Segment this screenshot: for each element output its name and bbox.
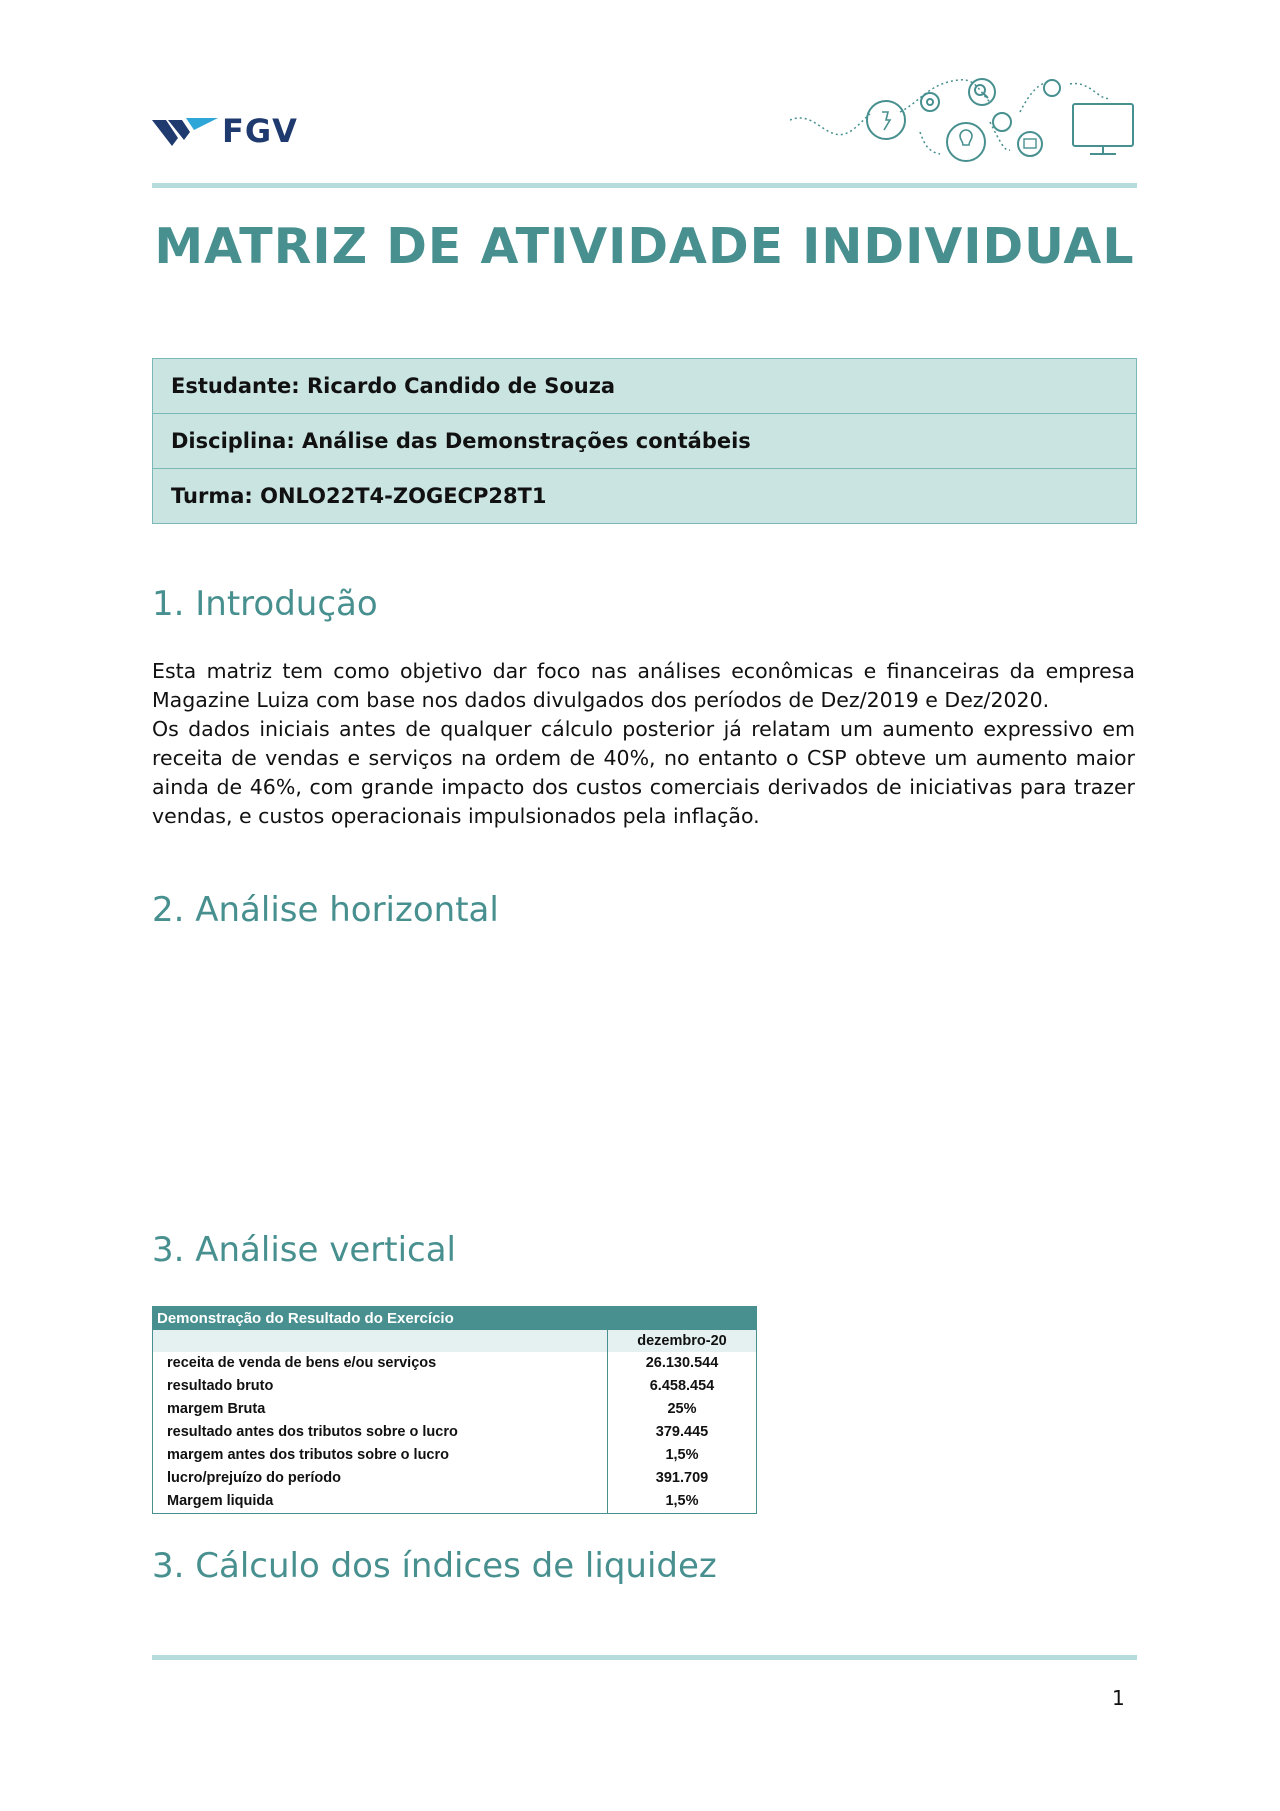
row-value: 6.458.454 bbox=[649, 1378, 715, 1394]
section-heading-horizontal-analysis: 2. Análise horizontal bbox=[152, 890, 499, 930]
introduction-paragraph: Os dados iniciais antes de qualquer cálculo posterior já relatam um aumento expressivo em receita de vendas e serviços na ordem de 40%, no entanto o CSP obteve um aumento maior ainda de 46%, com grande impacto dos custos comerciais derivados de iniciativas para trazer vendas, e custos operacionais impulsionados pela inflação. bbox=[152, 717, 1135, 828]
page-title: MATRIZ DE ATIVIDADE INDIVIDUAL bbox=[154, 218, 1135, 275]
table-row bbox=[153, 1467, 756, 1490]
row-label: Margem liquida bbox=[153, 1490, 608, 1513]
introduction-paragraph: Esta matriz tem como objetivo dar foco nas análises econômicas e financeiras da empresa Magazine Luiza com base nos dados divulgados dos períodos de Dez/2019 e Dez/2020. bbox=[152, 659, 1135, 712]
row-label: margem Bruta bbox=[153, 1398, 608, 1421]
logo-text: FGV bbox=[222, 112, 298, 150]
table-row bbox=[153, 1444, 756, 1467]
class-row: Turma: ONLO22T4-ZOGECP28T1 bbox=[153, 469, 1136, 523]
section-heading-vertical-analysis: 3. Análise vertical bbox=[152, 1230, 456, 1270]
footer-divider bbox=[152, 1655, 1137, 1660]
fgv-logo bbox=[152, 112, 302, 150]
table-row bbox=[153, 1352, 756, 1375]
section-heading-introduction: 1. Introdução bbox=[152, 584, 378, 624]
row-value: 1,5% bbox=[665, 1493, 699, 1509]
row-value: 26.130.544 bbox=[645, 1355, 719, 1371]
row-label: lucro/prejuízo do período bbox=[153, 1467, 608, 1490]
row-value: 25% bbox=[667, 1401, 697, 1417]
table-row bbox=[153, 1490, 756, 1513]
introduction-text bbox=[152, 657, 1135, 831]
income-statement-table bbox=[152, 1306, 757, 1514]
row-value: 379.445 bbox=[655, 1424, 709, 1440]
header-divider bbox=[152, 183, 1137, 188]
row-label: resultado antes dos tributos sobre o lucro bbox=[153, 1421, 608, 1444]
table-row bbox=[153, 1421, 756, 1444]
table-row bbox=[153, 1375, 756, 1398]
row-label: resultado bruto bbox=[153, 1375, 608, 1398]
section-heading-liquidity: 3. Cálculo dos índices de liquidez bbox=[152, 1546, 717, 1586]
header-label-cell bbox=[153, 1330, 608, 1352]
student-info-table bbox=[152, 358, 1137, 524]
table-body bbox=[153, 1352, 756, 1513]
table-row bbox=[153, 1398, 756, 1421]
table-header-row bbox=[153, 1330, 756, 1352]
row-value: 1,5% bbox=[665, 1447, 699, 1463]
header-decoration-icon bbox=[790, 72, 1138, 172]
fgv-logo-mark-icon bbox=[152, 116, 220, 146]
row-label: receita de venda de bens e/ou serviços bbox=[153, 1352, 608, 1375]
column-header: dezembro-20 bbox=[637, 1333, 727, 1349]
row-value: 391.709 bbox=[655, 1470, 709, 1486]
row-label: margem antes dos tributos sobre o lucro bbox=[153, 1444, 608, 1467]
page-number: 1 bbox=[1112, 1686, 1125, 1710]
discipline-row: Disciplina: Análise das Demonstrações contábeis bbox=[153, 414, 1136, 469]
table-title: Demonstração do Resultado do Exercício bbox=[153, 1307, 756, 1330]
student-row: Estudante: Ricardo Candido de Souza bbox=[153, 359, 1136, 414]
